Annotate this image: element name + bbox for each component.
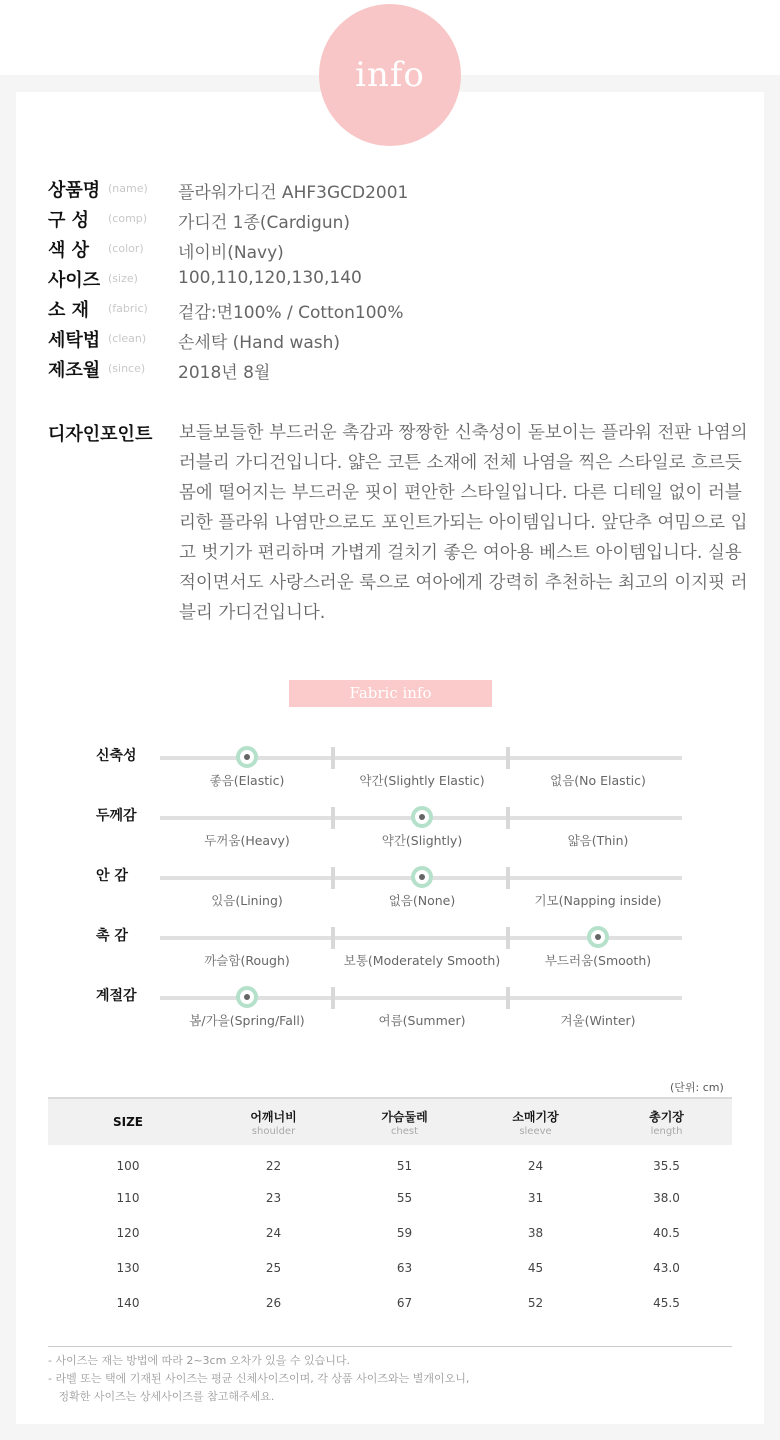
spec-label: 상품명 (48, 180, 101, 201)
table-cell: 110 (116, 1190, 140, 1205)
spec-value: 플라워가디건 AHF3GCD2001 (178, 183, 409, 203)
spec-label: 사이즈 (48, 270, 101, 291)
fabric-scale-tick (506, 747, 510, 769)
table-cell: 100 (116, 1158, 140, 1173)
table-cell: 26 (265, 1295, 282, 1310)
header-label: SIZE (112, 1115, 143, 1129)
fabric-option-label: 없음(None) (388, 893, 456, 908)
fabric-row-label: 안 감 (96, 868, 128, 884)
design-point-title: 디자인포인트 (48, 424, 153, 445)
info-badge-label: info (355, 55, 425, 95)
table-row (48, 1145, 732, 1180)
spec-value: 가디건 1종(Cardigun) (178, 213, 351, 233)
spec-label: 세탁법 (48, 330, 101, 351)
spec-value: 겉감:면100% / Cotton100% (178, 303, 404, 323)
header-label: 소매기장 (512, 1109, 559, 1124)
spec-sublabel: (fabric) (108, 302, 148, 315)
fabric-option-label: 겨울(Winter) (560, 1013, 636, 1028)
spec-label: 소 재 (48, 300, 90, 321)
size-table-header-cell (48, 1098, 208, 1145)
spec-value: 100,110,120,130,140 (178, 268, 362, 288)
table-row (48, 1285, 732, 1320)
size-table-header-cell (339, 1098, 470, 1145)
spec-label: 색 상 (48, 240, 90, 261)
size-notes (48, 1352, 469, 1406)
fabric-selected-indicator (411, 866, 433, 888)
fabric-row-label: 두께감 (96, 808, 137, 824)
table-cell: 55 (396, 1190, 413, 1205)
header-sublabel: sleeve (519, 1125, 552, 1137)
fabric-selected-indicator (236, 986, 258, 1008)
fabric-option-label: 기모(Napping inside) (534, 893, 662, 908)
table-cell: 67 (396, 1295, 413, 1310)
fabric-option-label: 없음(No Elastic) (550, 773, 646, 788)
fabric-selected-indicator (236, 746, 258, 768)
fabric-scale-tick (506, 927, 510, 949)
spec-label: 구 성 (48, 210, 90, 231)
table-cell: 35.5 (653, 1158, 680, 1173)
spec-value: 2018년 8월 (178, 363, 271, 383)
table-cell: 22 (265, 1158, 282, 1173)
table-row (48, 1250, 732, 1285)
unit-label: (단위: cm) (670, 1081, 724, 1094)
fabric-row-label: 신축성 (96, 748, 137, 764)
spec-sublabel: (since) (108, 362, 146, 375)
fabric-option-label: 얇음(Thin) (567, 833, 629, 848)
size-table-header (48, 1098, 732, 1145)
table-cell: 59 (396, 1225, 413, 1240)
fabric-row-label: 촉 감 (96, 928, 128, 944)
size-table (48, 1097, 732, 1320)
table-cell: 63 (396, 1260, 413, 1275)
spec-sublabel: (clean) (108, 332, 147, 345)
fabric-scale-tick (331, 927, 335, 949)
table-cell: 130 (116, 1260, 140, 1275)
fabric-scale-tick (331, 747, 335, 769)
table-cell: 140 (116, 1295, 140, 1310)
fabric-scale-tick (506, 807, 510, 829)
note-line: - 사이즈는 재는 방법에 따라 2~3cm 오차가 있을 수 있습니다. (48, 1354, 351, 1367)
table-cell: 120 (116, 1225, 140, 1240)
table-cell: 25 (265, 1260, 282, 1275)
fabric-selected-indicator (587, 926, 609, 948)
fabric-scale-tick (331, 987, 335, 1009)
spec-sublabel: (color) (108, 242, 144, 255)
size-table-header-cell (470, 1098, 601, 1145)
spec-sublabel: (size) (108, 272, 138, 285)
header-label: 가슴둘레 (381, 1109, 428, 1124)
fabric-option-label: 두꺼움(Heavy) (204, 833, 290, 848)
note-line: - 라벨 또는 택에 기재된 사이즈는 평균 신체사이즈이며, 각 상품 사이즈와는 별개이오니, (48, 1372, 470, 1385)
table-cell: 38.0 (653, 1190, 680, 1205)
fabric-option-label: 약간(Slightly Elastic) (359, 773, 485, 788)
fabric-option-label: 부드러움(Smooth) (544, 953, 652, 968)
fabric-option-label: 봄/가을(Spring/Fall) (189, 1013, 305, 1028)
note-line: 정확한 사이즈는 상세사이즈를 참고해주세요. (48, 1390, 275, 1403)
header-label: 어깨너비 (250, 1109, 297, 1124)
fabric-scale-tick (331, 807, 335, 829)
table-cell: 40.5 (653, 1225, 680, 1240)
header-sublabel: chest (390, 1125, 419, 1137)
spec-label: 제조월 (48, 360, 101, 381)
table-cell: 52 (527, 1295, 544, 1310)
size-table-header-cell (601, 1098, 732, 1145)
spec-sublabel: (name) (108, 182, 148, 195)
fabric-option-label: 여름(Summer) (378, 1013, 466, 1028)
table-cell: 24 (527, 1158, 544, 1173)
fabric-scale-tick (506, 987, 510, 1009)
header-sublabel: length (650, 1125, 683, 1137)
design-point-text: 보들보들한 부드러운 촉감과 짱짱한 신축성이 돋보이는 플라워 전판 나염의 러블리 가디건입니다. 얇은 코튼 소재에 전체 나염을 찍은 스타일로 흐르듯 몸에 떨어지는 부드러운 핏이 편안한 스타일입니다. 다른 디테일 없이 러블리한 플라워 나염만으로도 포인트가되는 아이템입니다. 앞단추 여밈으로 입고 벗기가 편리하며 가볍게 걸치기 좋은 여아용 베스트 아이템입니다. 실용적이면서도 사랑스러운 룩으로 여아에게 강력히 추천하는 최고의 이지핏 러블리 가디건입니다. (179, 423, 748, 623)
header-sublabel: shoulder (251, 1125, 296, 1137)
header-label: 총기장 (649, 1109, 684, 1124)
fabric-row (0, 988, 780, 1056)
table-row (48, 1180, 732, 1215)
fabric-scale-tick (506, 867, 510, 889)
spec-value: 네이비(Navy) (178, 243, 284, 263)
fabric-scale-tick (331, 867, 335, 889)
spec-sublabel: (comp) (108, 212, 148, 225)
table-divider (48, 1346, 732, 1347)
table-cell: 24 (265, 1225, 282, 1240)
fabric-option-label: 있음(Lining) (211, 893, 283, 908)
table-cell: 38 (527, 1225, 544, 1240)
fabric-option-label: 좋음(Elastic) (209, 773, 285, 788)
spec-value: 손세탁 (Hand wash) (178, 333, 341, 353)
fabric-selected-indicator (411, 806, 433, 828)
size-table-body (48, 1145, 732, 1320)
fabric-info-title: Fabric info (289, 680, 492, 707)
info-badge (319, 4, 461, 146)
size-table-header-cell (208, 1098, 339, 1145)
fabric-option-label: 보통(Moderately Smooth) (343, 953, 501, 968)
table-cell: 45 (527, 1260, 544, 1275)
table-cell: 23 (265, 1190, 282, 1205)
table-cell: 43.0 (653, 1260, 680, 1275)
table-cell: 45.5 (653, 1295, 680, 1310)
fabric-option-label: 약간(Slightly) (381, 833, 463, 848)
table-cell: 51 (396, 1158, 413, 1173)
table-row (48, 1215, 732, 1250)
fabric-row-label: 계절감 (96, 988, 137, 1004)
table-cell: 31 (527, 1190, 544, 1205)
fabric-option-label: 까슬함(Rough) (204, 953, 290, 968)
